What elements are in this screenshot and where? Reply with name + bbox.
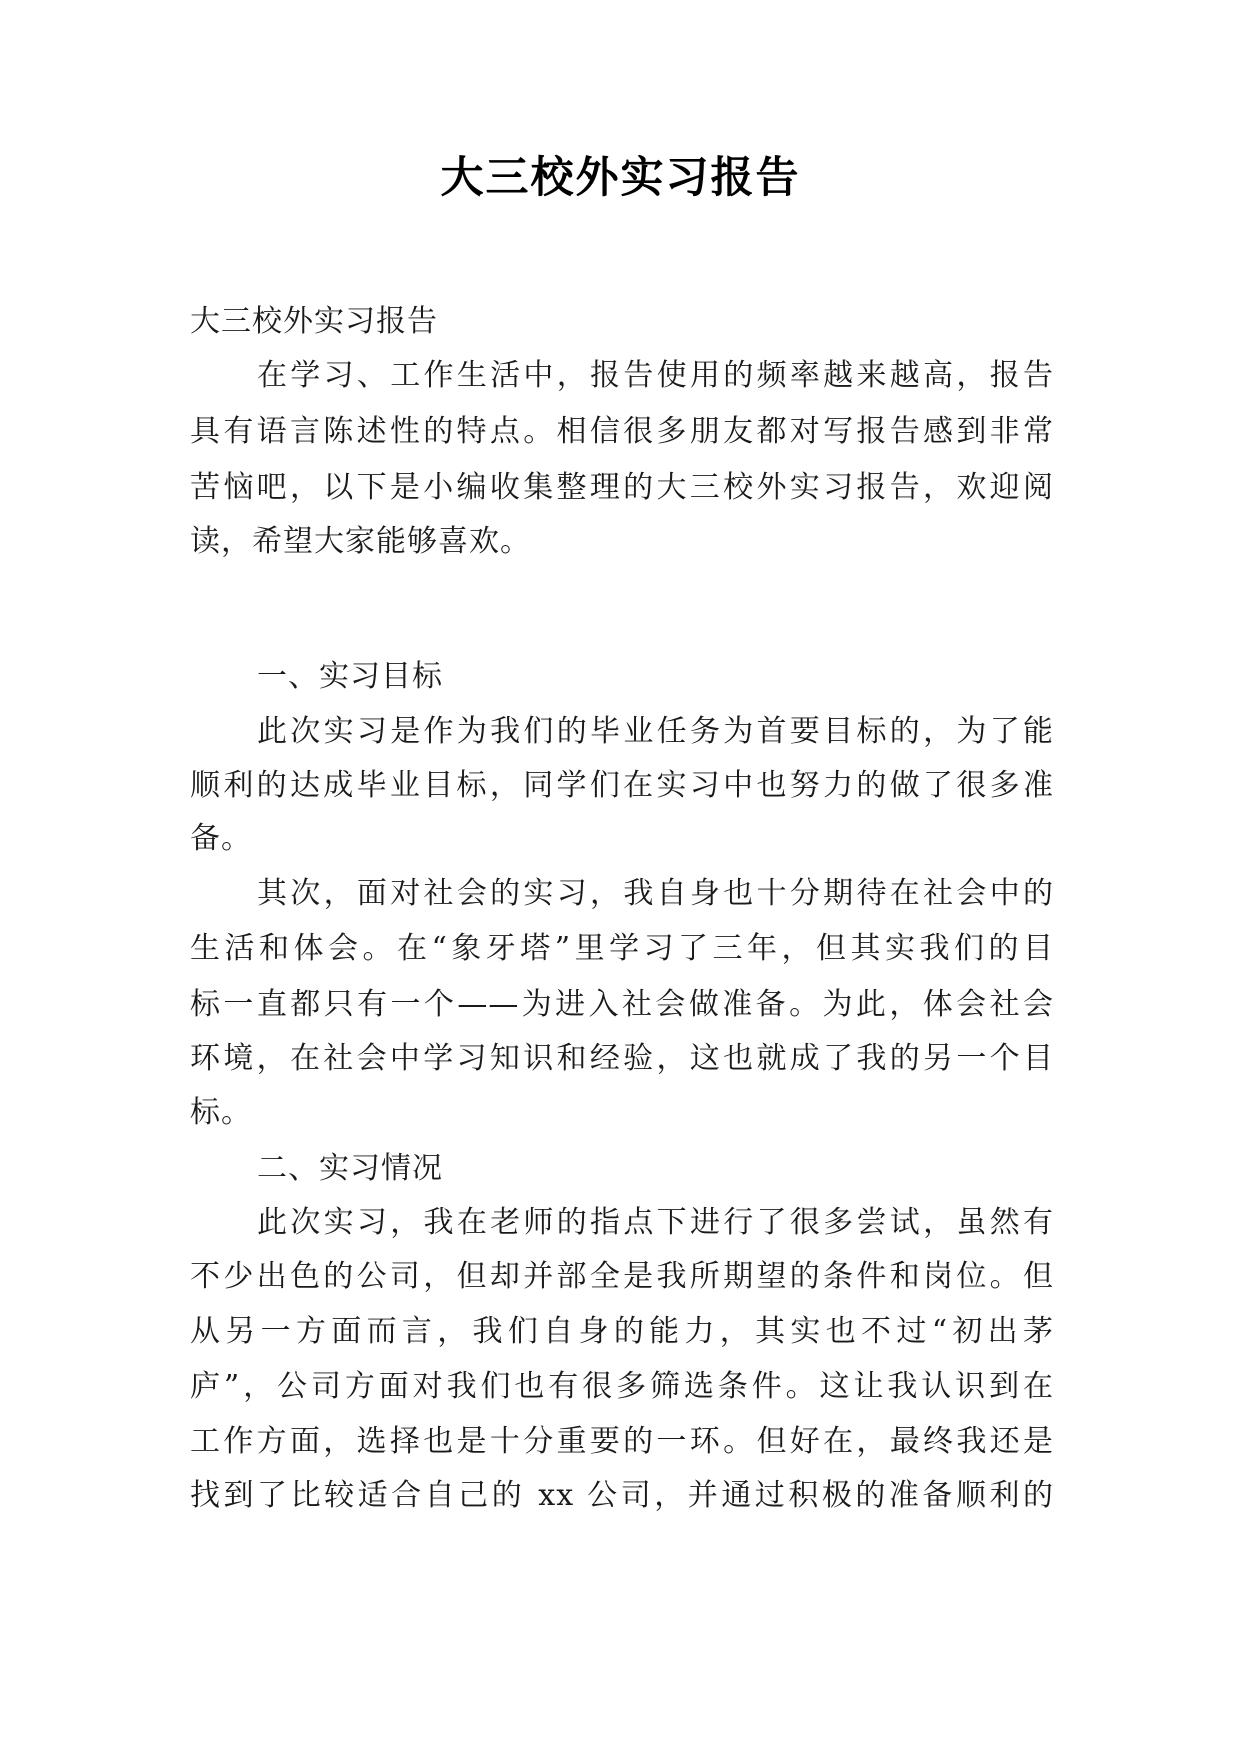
paragraph-line: 庐”，公司方面对我们也有很多筛选条件。这让我认识到在	[190, 1369, 1054, 1404]
paragraph-line: 读，希望大家能够喜欢。	[190, 524, 531, 559]
section-heading: 二、实习情况	[257, 1151, 443, 1186]
paragraph-line: 苦恼吧，以下是小编收集整理的大三校外实习报告，欢迎阅	[190, 470, 1054, 505]
paragraph-line: 标。	[190, 1095, 252, 1130]
paragraph-line: 其次，面对社会的实习，我自身也十分期待在社会中的	[257, 876, 1054, 911]
paragraph-line: 此次实习是作为我们的毕业任务为首要目标的，为了能	[257, 714, 1054, 749]
paragraph-line: 找到了比较适合自己的 xx 公司，并通过积极的准备顺利的	[190, 1478, 1054, 1513]
paragraph-line: 备。	[190, 821, 252, 856]
paragraph-line: 环境，在社会中学习知识和经验，这也就成了我的另一个目	[190, 1041, 1054, 1076]
subtitle-line: 大三校外实习报告	[190, 304, 438, 339]
paragraph-line: 标一直都只有一个——为进入社会做准备。为此，体会社会	[190, 987, 1054, 1022]
document-title: 大三校外实习报告	[440, 153, 801, 203]
paragraph-line: 生活和体会。在“象牙塔”里学习了三年，但其实我们的目	[190, 931, 1054, 966]
paragraph-line: 工作方面，选择也是十分重要的一环。但好在，最终我还是	[190, 1424, 1054, 1459]
paragraph-line: 此次实习，我在老师的指点下进行了很多尝试，虽然有	[257, 1205, 1054, 1240]
paragraph-line: 顺利的达成毕业目标，同学们在实习中也努力的做了很多准	[190, 768, 1054, 803]
paragraph-line: 不少出色的公司，但却并部全是我所期望的条件和岗位。但	[190, 1259, 1054, 1294]
section-heading: 一、实习目标	[257, 659, 443, 694]
paragraph-line: 在学习、工作生活中，报告使用的频率越来越高，报告	[257, 358, 1054, 393]
paragraph-line: 具有语言陈述性的特点。相信很多朋友都对写报告感到非常	[190, 414, 1054, 449]
paragraph-line: 从另一方面而言，我们自身的能力，其实也不过“初出茅	[190, 1314, 1054, 1349]
